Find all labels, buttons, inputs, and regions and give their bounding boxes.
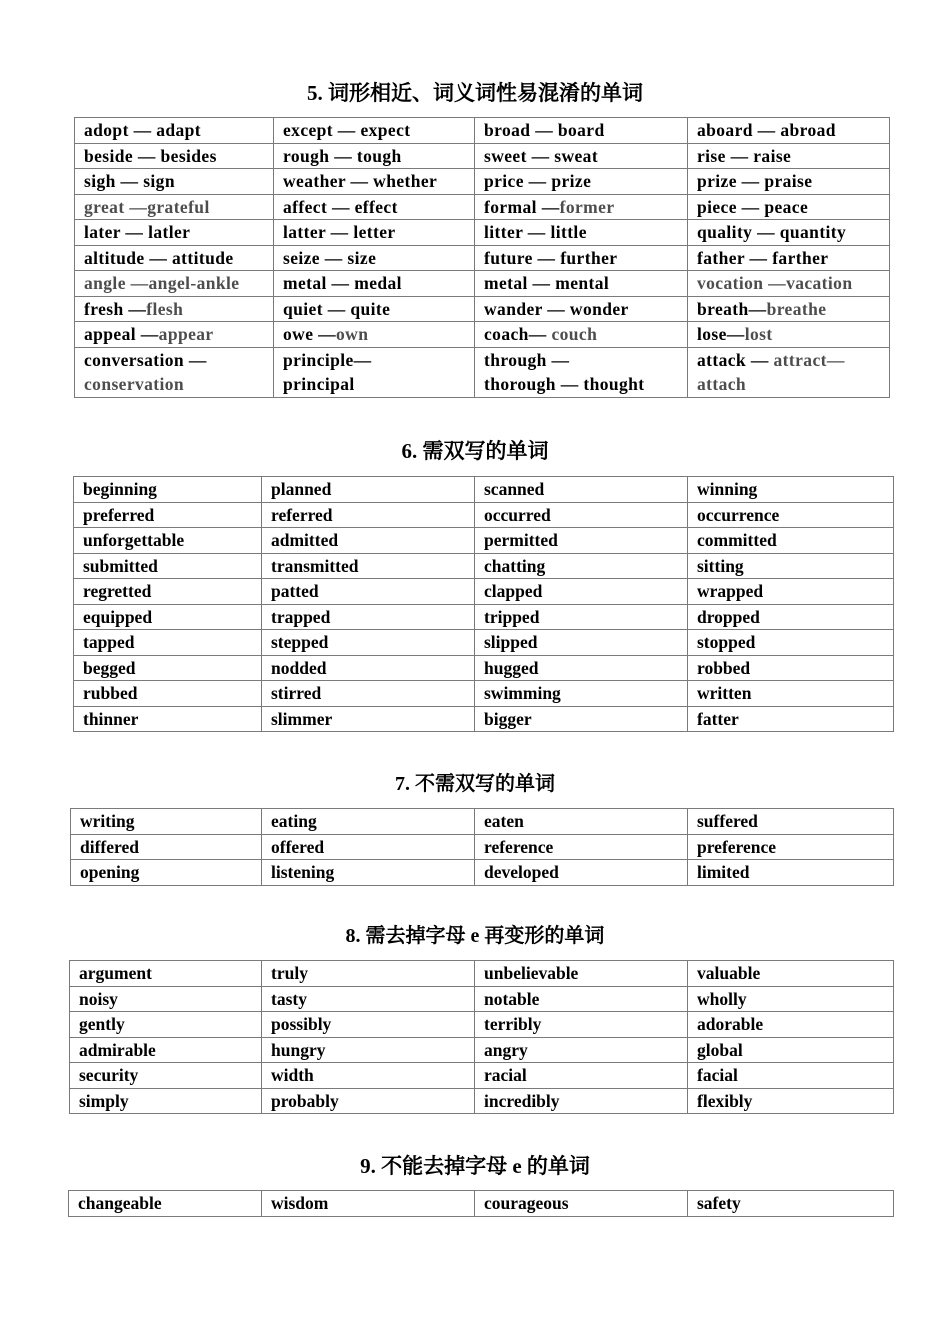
- table-row: [74, 681, 894, 707]
- table-cell: [688, 143, 890, 169]
- table-cell: [688, 169, 890, 195]
- word-cell: winning: [688, 477, 894, 503]
- word-pair: father — farther: [697, 247, 829, 268]
- word-pair: wander — wonder: [484, 298, 629, 319]
- section-9-title: 9. 不能去掉字母 e 的单词: [360, 1154, 590, 1178]
- table-cell: [688, 271, 890, 297]
- table-row: [74, 706, 894, 732]
- word-cell: wisdom: [262, 1191, 475, 1217]
- word-pair: adopt — adapt: [84, 120, 202, 140]
- section-8-title: 8. 需去掉字母 e 再变形的单词: [345, 925, 605, 947]
- word-pair: broad — board: [484, 120, 605, 140]
- word-pair: beside — besides: [84, 145, 217, 166]
- table-cell: [274, 118, 475, 144]
- word-cell: unforgettable: [74, 528, 262, 554]
- no-double-consonant-table: [70, 808, 894, 886]
- table-row: [75, 245, 890, 271]
- word-pair: angle —angel-ankle: [84, 273, 240, 293]
- word-cell: fatter: [688, 706, 894, 732]
- word-cell: limited: [688, 860, 894, 886]
- table-row: [70, 1037, 894, 1063]
- table-row: [75, 296, 890, 322]
- word-cell: referred: [262, 502, 475, 528]
- word-pair: fresh —flesh: [84, 298, 184, 319]
- word-cell: gently: [70, 1012, 262, 1038]
- word-cell: clapped: [475, 579, 688, 605]
- table-row: [75, 220, 890, 246]
- word-pair: owe —own: [283, 324, 369, 344]
- word-cell: preferred: [74, 502, 262, 528]
- word-pair: vocation —vacation: [697, 273, 853, 293]
- word-cell: simply: [70, 1088, 262, 1114]
- word-cell: hungry: [262, 1037, 475, 1063]
- word-cell: argument: [70, 961, 262, 987]
- word-cell: developed: [475, 860, 688, 886]
- section-5-title: 5. 词形相近、词义词性易混淆的单词: [307, 81, 643, 105]
- word-cell: global: [688, 1037, 894, 1063]
- word-cell: reference: [475, 834, 688, 860]
- table-row: [75, 271, 890, 297]
- word-cell: differed: [71, 834, 262, 860]
- word-cell: valuable: [688, 961, 894, 987]
- word-pair: future — further: [484, 247, 618, 268]
- word-cell: slipped: [475, 630, 688, 656]
- word-pair: sweet — sweat: [484, 145, 599, 166]
- word-cell: chatting: [475, 553, 688, 579]
- word-pair: price — prize: [484, 171, 592, 191]
- table-row: [70, 1012, 894, 1038]
- word-cell: nodded: [262, 655, 475, 681]
- word-pair: latter — letter: [283, 222, 396, 242]
- table-cell: [274, 220, 475, 246]
- word-pair: seize — size: [283, 247, 377, 268]
- word-cell: stopped: [688, 630, 894, 656]
- word-cell: suffered: [688, 809, 894, 835]
- word-cell: sitting: [688, 553, 894, 579]
- word-cell: admitted: [262, 528, 475, 554]
- table-cell: [475, 118, 688, 144]
- word-cell: wrapped: [688, 579, 894, 605]
- word-cell: offered: [262, 834, 475, 860]
- word-cell: security: [70, 1063, 262, 1089]
- table-cell: [274, 271, 475, 297]
- word-cell: safety: [688, 1191, 894, 1217]
- word-cell: planned: [262, 477, 475, 503]
- word-cell: flexibly: [688, 1088, 894, 1114]
- table-cell: [75, 245, 274, 271]
- table-cell: [75, 118, 274, 144]
- word-cell: robbed: [688, 655, 894, 681]
- word-cell: opening: [71, 860, 262, 886]
- word-cell: angry: [475, 1037, 688, 1063]
- word-cell: tasty: [262, 986, 475, 1012]
- table-cell: [688, 194, 890, 220]
- table-row: [71, 860, 894, 886]
- table-cell: [475, 143, 688, 169]
- table-cell: [475, 322, 688, 348]
- word-pair: conversation —: [84, 349, 207, 370]
- word-cell: thinner: [74, 706, 262, 732]
- table-row: [70, 1063, 894, 1089]
- table-row: [74, 528, 894, 554]
- table-row: [74, 502, 894, 528]
- word-cell: eaten: [475, 809, 688, 835]
- word-pair: principal: [283, 374, 355, 394]
- table-cell: [475, 347, 688, 397]
- table-cell: [75, 271, 274, 297]
- word-cell: width: [262, 1063, 475, 1089]
- word-cell: slimmer: [262, 706, 475, 732]
- word-cell: probably: [262, 1088, 475, 1114]
- table-row: [75, 322, 890, 348]
- table-cell: [274, 194, 475, 220]
- word-pair: great —grateful: [84, 196, 210, 217]
- table-cell: [475, 169, 688, 195]
- table-cell: [75, 296, 274, 322]
- word-cell: adorable: [688, 1012, 894, 1038]
- section-6-title: 6. 需双写的单词: [401, 439, 549, 463]
- table-cell: [75, 220, 274, 246]
- word-pair: conservation: [84, 374, 185, 394]
- table-row: [69, 1191, 894, 1217]
- table-row: [74, 553, 894, 579]
- table-cell: [75, 143, 274, 169]
- table-cell: [475, 296, 688, 322]
- word-cell: begged: [74, 655, 262, 681]
- table-cell: [688, 347, 890, 397]
- table-row: [75, 143, 890, 169]
- word-cell: stirred: [262, 681, 475, 707]
- table-cell: [274, 143, 475, 169]
- word-cell: permitted: [475, 528, 688, 554]
- table-row: [75, 169, 890, 195]
- word-cell: preference: [688, 834, 894, 860]
- table-row: [74, 655, 894, 681]
- word-cell: rubbed: [74, 681, 262, 707]
- word-cell: incredibly: [475, 1088, 688, 1114]
- word-cell: wholly: [688, 986, 894, 1012]
- table-cell: [688, 322, 890, 348]
- word-cell: notable: [475, 986, 688, 1012]
- word-cell: stepped: [262, 630, 475, 656]
- word-cell: swimming: [475, 681, 688, 707]
- word-pair: thorough — thought: [484, 374, 645, 394]
- table-cell: [75, 194, 274, 220]
- keep-e-table: [68, 1190, 894, 1217]
- drop-e-table: [69, 960, 894, 1114]
- table-row: [74, 579, 894, 605]
- word-cell: beginning: [74, 477, 262, 503]
- word-cell: possibly: [262, 1012, 475, 1038]
- word-cell: terribly: [475, 1012, 688, 1038]
- word-cell: dropped: [688, 604, 894, 630]
- table-cell: [274, 245, 475, 271]
- table-row: [75, 347, 890, 397]
- word-cell: changeable: [69, 1191, 262, 1217]
- word-cell: bigger: [475, 706, 688, 732]
- double-consonant-table: [73, 476, 894, 732]
- word-pair: quality — quantity: [697, 222, 847, 242]
- word-pair: rise — raise: [697, 145, 792, 166]
- word-pair: prize — praise: [697, 171, 813, 191]
- table-cell: [475, 245, 688, 271]
- table-cell: [688, 118, 890, 144]
- word-cell: courageous: [475, 1191, 688, 1217]
- table-cell: [274, 322, 475, 348]
- word-pair: affect — effect: [283, 196, 398, 217]
- word-cell: tapped: [74, 630, 262, 656]
- word-pair: formal —former: [484, 196, 615, 217]
- word-pair: later — latler: [84, 222, 191, 242]
- word-cell: hugged: [475, 655, 688, 681]
- table-body: [70, 961, 894, 1114]
- word-cell: admirable: [70, 1037, 262, 1063]
- table-row: [74, 630, 894, 656]
- table-row: [74, 477, 894, 503]
- table-cell: [688, 296, 890, 322]
- word-cell: transmitted: [262, 553, 475, 579]
- word-cell: facial: [688, 1063, 894, 1089]
- word-cell: scanned: [475, 477, 688, 503]
- word-pair: aboard — abroad: [697, 120, 836, 140]
- word-cell: equipped: [74, 604, 262, 630]
- word-pair: breath—breathe: [697, 298, 827, 319]
- table-cell: [274, 347, 475, 397]
- table-row: [70, 986, 894, 1012]
- section-7-title: 7. 不需双写的单词: [395, 773, 555, 795]
- word-cell: racial: [475, 1063, 688, 1089]
- word-cell: listening: [262, 860, 475, 886]
- table-cell: [274, 169, 475, 195]
- word-cell: submitted: [74, 553, 262, 579]
- word-cell: noisy: [70, 986, 262, 1012]
- table-cell: [475, 271, 688, 297]
- table-row: [75, 194, 890, 220]
- word-pair: weather — whether: [283, 171, 438, 191]
- table-cell: [75, 347, 274, 397]
- word-cell: writing: [71, 809, 262, 835]
- word-pair: altitude — attitude: [84, 247, 234, 268]
- table-cell: [475, 220, 688, 246]
- word-cell: occurrence: [688, 502, 894, 528]
- table-row: [71, 809, 894, 835]
- word-pair: appeal —appear: [84, 324, 214, 344]
- word-cell: trapped: [262, 604, 475, 630]
- table-row: [70, 961, 894, 987]
- word-cell: unbelievable: [475, 961, 688, 987]
- word-pair: principle—: [283, 349, 372, 370]
- word-cell: tripped: [475, 604, 688, 630]
- table-cell: [274, 296, 475, 322]
- word-pair: metal — mental: [484, 273, 610, 293]
- table-row: [75, 118, 890, 144]
- table-cell: [688, 220, 890, 246]
- word-cell: regretted: [74, 579, 262, 605]
- word-cell: written: [688, 681, 894, 707]
- word-pair: metal — medal: [283, 273, 402, 293]
- table-body: [75, 118, 890, 398]
- word-pair: sigh — sign: [84, 171, 175, 191]
- word-pair: attack — attract—: [697, 349, 845, 370]
- table-cell: [75, 322, 274, 348]
- table-row: [71, 834, 894, 860]
- table-cell: [75, 169, 274, 195]
- table-body: [69, 1191, 894, 1217]
- confusable-words-table: [74, 117, 890, 398]
- word-pair: piece — peace: [697, 196, 809, 217]
- table-row: [74, 604, 894, 630]
- table-cell: [688, 245, 890, 271]
- word-pair: quiet — quite: [283, 298, 391, 319]
- word-cell: committed: [688, 528, 894, 554]
- word-pair: lose—lost: [697, 324, 773, 344]
- word-pair: coach— couch: [484, 324, 598, 344]
- word-cell: patted: [262, 579, 475, 605]
- word-pair: attach: [697, 374, 747, 394]
- word-pair: rough — tough: [283, 145, 402, 166]
- word-cell: occurred: [475, 502, 688, 528]
- table-cell: [475, 194, 688, 220]
- word-pair: litter — little: [484, 222, 587, 242]
- table-body: [71, 809, 894, 886]
- word-pair: except — expect: [283, 120, 411, 140]
- table-body: [74, 477, 894, 732]
- table-row: [70, 1088, 894, 1114]
- word-cell: truly: [262, 961, 475, 987]
- word-cell: eating: [262, 809, 475, 835]
- word-pair: through —: [484, 349, 570, 370]
